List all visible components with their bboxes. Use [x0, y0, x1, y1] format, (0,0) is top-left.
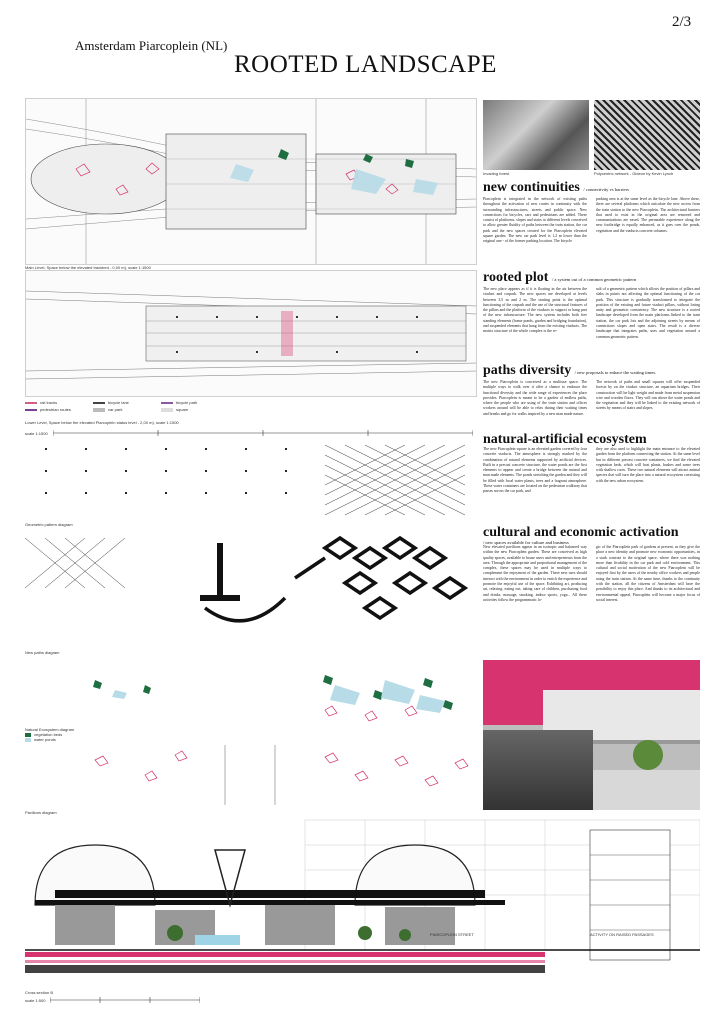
legend-swatch — [93, 402, 105, 404]
section-text: The network of paths and small squares will offer suspended forests by on the viaduct structure, an aquarium bridges. Their construction will be light weight and made from metal suspension wire and wooden floors. They will run above the water ponds and the vegetation and they will be linked to the existing network of streets by means of stairs and slopes. — [596, 380, 700, 411]
section-scale-label: scale 1:500 — [25, 997, 46, 1003]
legend-item — [161, 407, 219, 412]
geometric-pattern-diagram — [25, 440, 475, 520]
main-level-drawing — [26, 99, 476, 264]
ground-plane — [593, 770, 700, 810]
legend-label: bicycle lane — [108, 400, 129, 405]
photo-2-caption: Polycentric network - Gideon by Kevin Lynch — [594, 171, 674, 176]
section-text: The new place appears as if it is floating in the air between the viaduct and carpark. The new spaces are developed at levels between 3,5 m and 2 m. The starting point is the optimal functioning of the carpark and the use of the structural features of the pillars and the platform of the viaducts to support or hang part of the new infrastructure. The new system includes both free standing elements (home ponds, garden and bridging foundation), and suspended elements that hang from the existing viaducts. The matrix structure of the whole complex is the re- — [483, 287, 587, 334]
legend-swatch — [161, 408, 173, 412]
main-level-plan — [25, 98, 477, 265]
section-heading: paths diversity / new proposals to enhace the waiting times. — [483, 363, 657, 378]
section-text: they are also used to highlight the main entrance to the elevated garden from the platform connecting the station. At the same level but in different precast concrete containers, we find the elevated vegetation beds, which will host plants, bushes and some trees with shallow roots. These two natural elements will attract animal species that will turn the place into a natural ecosystem coexisting with the new urban ecosystem. — [596, 447, 700, 483]
section-label-activity: ACTIVITY ON RAISED PASSAGES — [590, 932, 654, 937]
section-tag: / new spaces available for culture and business — [483, 540, 569, 545]
legend-label: square — [176, 407, 189, 412]
main-level-caption: Main Level, Space below the elevated trackbed - 0,00 m), scale 1:1500 — [25, 265, 151, 270]
legend-swatch — [25, 409, 37, 411]
tree-foliage — [633, 740, 663, 770]
geometric-pattern-drawing — [25, 440, 475, 520]
lower-level-plan — [25, 270, 477, 397]
legend-swatch — [25, 738, 31, 742]
natural-ecosystem-diagram — [25, 660, 475, 725]
section-heading: rooted plot / a system out of a common geometric pattern — [483, 270, 637, 285]
section-caption: Cross section B — [25, 990, 54, 995]
section-paths-diversity — [483, 363, 700, 417]
section-text: New elevated pavilions appear in an isotropic and balanced way within the new Piarcoplein garden. These are conceived as high quality spaces, available to house users and entrepreneurs from the area. Through the appropriate and proportional management of the complex, these spaces may be used in multiple ways to complement the enjoyment of the garden. These new uses should interact with the environment in order to enrich the experience and promote the enjoyful use of the space. Exhibiting art, producing art, relaxing, eating out, taking care of children, purchasing food and drinks, massage, smoking, indoor sports, yoga... All these activities follow the programmatic lo- — [483, 545, 587, 602]
collage-render — [483, 660, 700, 810]
ecosystem-caption: Natural Ecosystem diagram — [25, 727, 75, 732]
section-rooted-plot — [483, 270, 700, 340]
crowd-photo — [483, 730, 593, 810]
section-text: Piarcoplein is integrated in the network of existing paths throughout the activation of new routes in continuity with the surrounding infrastructures, streets and public space. New connections for bicycles, cars and pedestrians are added. These consist of platforms, slopes and stairs at different levels conceived to allow greater fluidity of paths between the train station, the car park and the new spaces created for the Piarcoplein elevated square garden. The new car park level is 1,2 m lower than the original one - of the former parking location. The bicycle — [483, 197, 587, 244]
paths-legend — [25, 400, 235, 412]
legend-swatch — [25, 402, 37, 404]
legend-swatch — [93, 408, 105, 412]
section-text: gic of the Piarcoplein park of gardens at present, as they give the place a new identity and promote new economic opportunities, in a stark contrast to the original space, where there was nothing more than livability in the car park and cold environment. This cultural and social motivation of the new Piarcoplein will be enjoyed first by the users of the nearby office workers and people using the train station. At the same time, thanks to the continuity with the station, all the citizens of Amsterdam will have the possibility to enjoy this place. And thanks to its architectural and environmental appeal, Piarcoplein will become a major focus of social interest. — [596, 545, 700, 602]
new-paths-drawing — [25, 528, 475, 648]
new-paths-diagram — [25, 528, 475, 648]
section-cultural-economic-activation — [483, 525, 700, 603]
section-new-continuities — [483, 180, 700, 245]
ecosystem-legend — [25, 727, 74, 742]
legend-label: vegetation beds — [34, 732, 63, 737]
legend-label: bicycle path — [176, 400, 198, 405]
invading-forest-photo — [483, 100, 589, 170]
pavilions-caption: Pavilions diagram — [25, 810, 57, 815]
section-scale-bar — [25, 997, 200, 1003]
new-paths-caption: New paths diagram — [25, 650, 60, 655]
legend-swatch — [161, 402, 173, 404]
legend-swatch — [25, 733, 31, 737]
cross-section — [25, 815, 700, 990]
section-label-street: PIARCOPLEIN STREET — [430, 932, 474, 937]
legend-label: car park — [108, 407, 123, 412]
section-heading: cultural and economic activation — [483, 525, 679, 540]
pavilions-drawing — [25, 745, 475, 805]
scale-ruler — [53, 430, 473, 436]
legend-label: pedestrian routes — [40, 407, 71, 412]
photo-1-caption: Invading forest — [483, 171, 510, 176]
cross-section-drawing — [25, 815, 700, 990]
polycentric-network-photo — [594, 100, 700, 170]
section-natural-artificial-ecosystem — [483, 432, 700, 495]
natural-ecosystem-drawing — [25, 660, 475, 725]
lower-level-drawing — [26, 271, 476, 396]
legend-label: water ponds — [34, 737, 56, 742]
section-heading: natural-artificial ecosystem — [483, 432, 647, 447]
geometric-caption: Geometric pattern diagram — [25, 522, 73, 527]
legend-item — [25, 737, 74, 742]
section-text: The new Piarcoplein square is an elevated garden covered by four concrete viaducts. The atmosphere is strongly marked by the combination of natural elements supported by artificial devices. Built in a precast concrete structure, the water ponds are the first elements to appear and create a bridge between the natural and man made elements. The ponds stretching the garden and they will be filled with local water plants, trees and a fragrant atmosphere. These water containers are located on the pedestrian walkway that passes across the car park, and — [483, 447, 587, 494]
scale-label: scale 1:1500 — [25, 430, 48, 436]
section-heading: new continuities / connectivity vs barriers — [483, 180, 629, 195]
section-scale-ruler — [50, 997, 200, 1003]
legend-label: rail tracks — [40, 400, 58, 405]
section-text: The new Piarcoplein is conceived as a multiuse space. The multiple ways to walk over it offer a chance to embrace the functional diversity and the wide range of experiences the place provides. Piarcoplein is meant to be a garden of endless paths, where the people who are using of the train station and offices workers around will be able to relax during their waiting times and breaks and go for walks inspired by a new man made nature. — [483, 380, 587, 416]
legend-item — [25, 407, 83, 412]
legend-item — [161, 400, 219, 405]
legend-item — [25, 400, 83, 405]
page-number: 2/3 — [672, 14, 692, 30]
section-text: sult of a geometric pattern which allows the position of pillars and slabs in points not affecting the optimal functioning of the car park. This structure is gradually transformed to integrate the position of the existing and future viaduct pillars, without losing unity and geometric consistency. The new structure is a rooted landscape developed from the main platforms linked to the train station, the car park lots and the adjoining streets by means of connections slopes and open stairs. The result is a diverse landscape that integrates paths, uses and vegetation around a common geometric pattern. — [596, 287, 700, 339]
location-subtitle: Amsterdam Piarcoplein (NL) — [75, 38, 228, 53]
lower-level-caption: Lower Level, Space below the elevated Piarcoplein status level - 2,00 m), scale 1:1500 — [25, 420, 179, 425]
scale-bar — [25, 430, 473, 436]
page-title: ROOTED LANDSCAPE — [234, 51, 497, 78]
pavilions-diagram — [25, 745, 475, 805]
section-text: parking area is at the same level as the bicycle lane. Above these, there are several platforms which articulate the new access from the train station to the new Piarcoplein. The architectural barriers that used to exist in the original area are removed and communications are eased. The permeable experience along the new footbridge is equally enhanced, as it goes over the ponds, vegetation and the viaducts concrete columns. — [596, 197, 700, 233]
legend-item — [93, 400, 151, 405]
legend-item — [93, 407, 151, 412]
